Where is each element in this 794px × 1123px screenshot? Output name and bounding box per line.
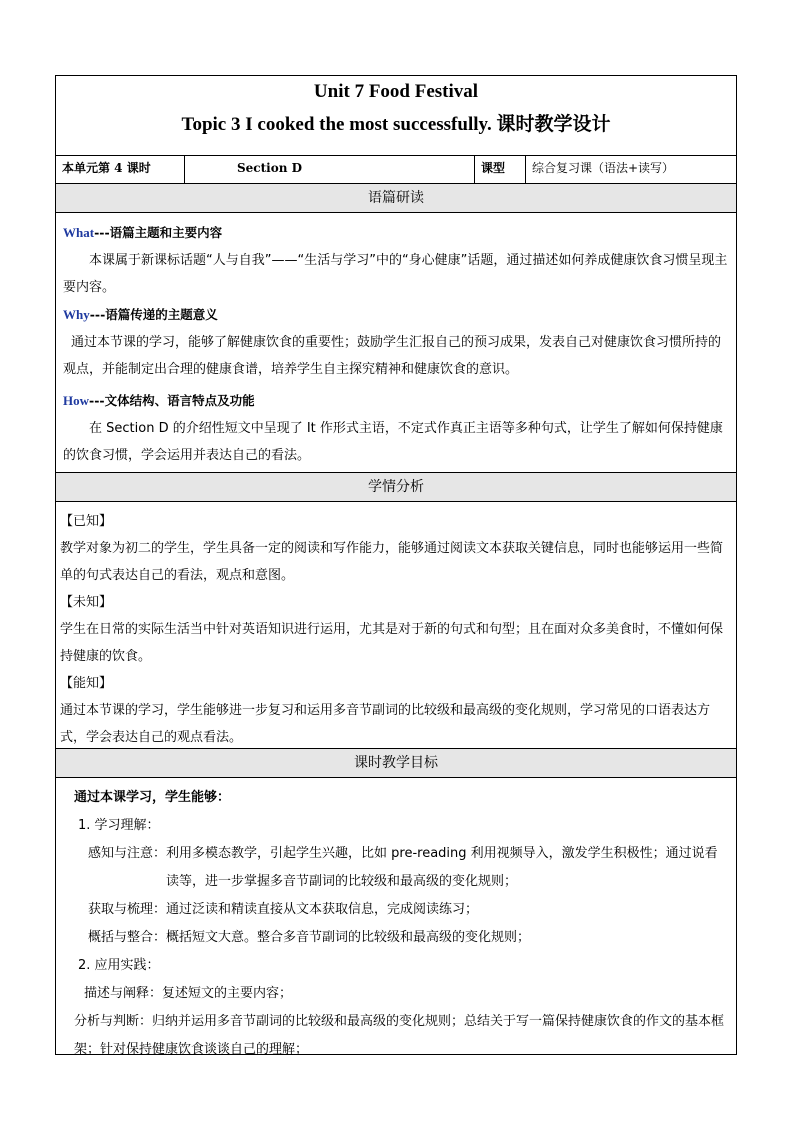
lesson-plan-table [55, 75, 737, 1055]
unit-title: Unit 7 Food Festival [313, 81, 479, 102]
how-label: How [63, 393, 89, 408]
why-label: Why [63, 307, 90, 322]
objective-1c [74, 924, 730, 952]
objective-1c-text: 概括短文大意。整合多音节副词的比较级和最高级的变化规则； [166, 930, 531, 945]
topic-title: Topic 3 I cooked the most successfully. 课时教学设计 [181, 114, 611, 135]
objective-2b-key: 分析与判断： [74, 1014, 153, 1029]
what-text: 本课属于新课标话题“人与自我”——“生活与学习”中的“身心健康”话题，通过描述如何养成健康饮食习惯呈现主要内容。 [63, 253, 728, 295]
type-label: 课型 [475, 156, 526, 183]
objective-1a [74, 840, 730, 896]
unknown-text: 学生在日常的实际生活当中针对英语知识进行运用，尤其是对于新的句式和句型；且在面对众多美食时，不懂如何保持健康的饮食。 [60, 622, 724, 664]
objective-2: 2. 应用实践： [78, 958, 160, 973]
lesson-number: 本单元第 4 课时 [56, 156, 185, 183]
objective-2b [66, 1008, 730, 1064]
section-heading-text-analysis: 语篇研读 [56, 184, 736, 213]
unknown-label: 【未知】 [60, 595, 113, 610]
student-analysis-block [56, 502, 736, 749]
can-label: 【能知】 [60, 676, 113, 691]
objective-2b-text: 归纳并运用多音节副词的比较级和最高级的变化规则；总结关于写一篇保持健康饮食的作文的基本框架；针对保持健康饮食谈谈自己的理解； [74, 1014, 725, 1057]
what-label: What [63, 225, 95, 240]
why-heading: ---语篇传递的主题意义 [89, 307, 218, 322]
what-heading: ---语篇主题和主要内容 [94, 225, 223, 240]
known-text: 教学对象为初二的学生，学生具备一定的阅读和写作能力，能够通过阅读文本获取关键信息，同时也能够运用一些简单的句式表达自己的看法，观点和意图。 [60, 541, 724, 583]
objective-1b [74, 896, 730, 924]
objective-1b-key: 获取与梳理： [88, 902, 167, 917]
why-text: 通过本节课的学习，能够了解健康饮食的重要性；鼓励学生汇报自己的预习成果，发表自己对健康饮食习惯所持的观点，并能制定出合理的健康食谱，培养学生自主探究精神和健康饮食的意识。 [63, 335, 722, 377]
type-value: 综合复习课（语法+读写） [532, 161, 675, 175]
objective-1: 1. 学习理解： [78, 818, 160, 833]
objective-2a-key: 描述与阐释： [84, 986, 163, 1001]
objective-1a-key: 感知与注意： [88, 846, 167, 861]
meta-row [56, 156, 736, 184]
objectives-block [56, 778, 736, 1070]
known-label: 【已知】 [60, 514, 113, 529]
objective-1c-key: 概括与整合： [88, 930, 167, 945]
how-heading: ---文体结构、语言特点及功能 [89, 393, 255, 408]
title-block [56, 76, 736, 156]
section-name: Section D [185, 156, 475, 183]
objective-1b-text: 通过泛读和精读直接从文本获取信息，完成阅读练习； [166, 902, 479, 917]
section-heading-objectives: 课时教学目标 [56, 749, 736, 778]
objective-2a [74, 980, 730, 1008]
text-analysis-block [56, 213, 736, 473]
objective-1a-text: 利用多模态教学，引起学生兴趣，比如 pre-reading 利用视频导入，激发学生积极性；通过说看读等，进一步掌握多音节副词的比较级和最高级的变化规则； [166, 846, 718, 889]
how-text: 在 Section D 的介绍性短文中呈现了 It 作形式主语，不定式作真正主语等多种句式，让学生了解如何保持健康的饮食习惯，学会运用并表达自己的看法。 [63, 421, 723, 463]
section-heading-student-analysis: 学情分析 [56, 473, 736, 502]
objectives-intro: 通过本课学习，学生能够： [74, 790, 231, 805]
objective-2a-text: 复述短文的主要内容； [162, 986, 293, 1001]
can-text: 通过本节课的学习，学生能够进一步复习和运用多音节副词的比较级和最高级的变化规则，学习常见的口语表达方式，学会表达自己的观点看法。 [60, 703, 711, 745]
